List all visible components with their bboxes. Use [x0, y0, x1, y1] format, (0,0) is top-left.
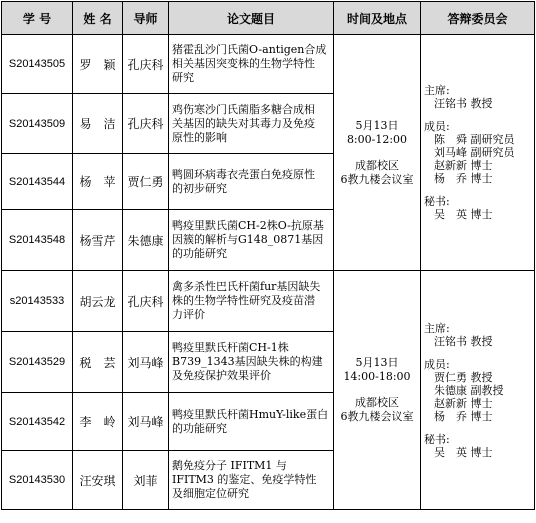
defense-date: 5月13日 [355, 356, 399, 369]
student-name: 胡云龙 [73, 271, 123, 332]
student-name: 杨雪芹 [73, 210, 123, 271]
header-committee: 答辩委员会 [421, 2, 535, 35]
student-id: S20143505 [2, 35, 73, 94]
thesis-topic [169, 210, 334, 271]
defense-time: 14:00-18:00 [343, 370, 411, 383]
header-time-place: 时间及地点 [334, 2, 421, 35]
committee-member: 贾仁勇 教授 [434, 370, 493, 384]
time-place-cell [334, 271, 421, 510]
defense-schedule-table [1, 1, 535, 510]
topic-line: 原性的影响 [172, 130, 227, 144]
topic-line: 鹅免疫分子 IFITM1 与 [172, 459, 287, 472]
chair-member: 汪铭书 教授 [434, 334, 493, 348]
thesis-topic [169, 94, 334, 154]
advisor-name: 刘菲 [123, 451, 169, 510]
members-label: 成员: [424, 357, 450, 371]
members-label: 成员: [424, 120, 450, 133]
topic-line: 猪霍乱沙门氏菌O-antigen合成 [172, 43, 327, 56]
defense-room: 6教九楼会议室 [340, 410, 414, 423]
topic-line: 及细胞定位研究 [172, 487, 249, 500]
committee-member: 赵新新 博士 [434, 159, 493, 172]
advisor-name: 贾仁勇 [123, 154, 169, 210]
topic-line: 力评价 [172, 308, 205, 321]
student-id: S20143548 [2, 210, 73, 271]
defense-room: 6教九楼会议室 [340, 172, 414, 186]
topic-line: 的功能研究 [172, 247, 227, 260]
topic-line: 相关基因突变株的生物学特性 [172, 57, 315, 70]
thesis-topic [169, 332, 334, 393]
student-id: S20143529 [2, 332, 73, 393]
committee-member: 赵新新 博士 [434, 396, 493, 410]
header-name: 姓 名 [73, 2, 123, 35]
advisor-name: 刘马峰 [123, 332, 169, 393]
table-row [2, 271, 535, 332]
topic-line: B739_1343基因缺失株的构建 [172, 355, 323, 368]
topic-line: 禽多杀性巴氏杆菌fur基因缺失 [172, 280, 321, 293]
student-id: S20143542 [2, 393, 73, 451]
topic-line: 研究 [172, 71, 194, 84]
time-place-cell [334, 35, 421, 271]
advisor-name: 朱德康 [123, 210, 169, 271]
topic-line: 鸭圆环病毒衣壳蛋白免疫原性 [172, 167, 315, 181]
topic-line: 鸭疫里默氏杆菌CH-1株 [172, 341, 289, 354]
header-topic: 论文题目 [169, 2, 334, 35]
thesis-topic [169, 271, 334, 332]
topic-line: IFITM3 的鉴定、免疫学特性 [172, 473, 317, 486]
table-row [2, 35, 535, 94]
topic-line: 及免疫保护效果评价 [172, 369, 271, 382]
committee-member: 杨 乔 博士 [434, 409, 493, 423]
student-name: 易 洁 [73, 94, 123, 154]
topic-line: 鸡伤寒沙门氏菌脂多糖合成相 [172, 102, 315, 116]
committee-member: 刘马峰 副研究员 [434, 146, 515, 159]
thesis-topic [169, 393, 334, 451]
committee-cell [421, 271, 535, 510]
topic-line: 的功能研究 [172, 421, 227, 435]
header-row [2, 2, 535, 35]
defense-campus: 成都校区 [355, 396, 399, 409]
advisor-name: 孔庆科 [123, 94, 169, 154]
topic-line: 因簇的解析与G148_0871基因 [172, 233, 324, 246]
thesis-topic [169, 451, 334, 510]
chair-label: 主席: [424, 84, 450, 97]
secretary-member: 吴 英 博士 [434, 208, 493, 221]
header-advisor: 导师 [123, 2, 169, 35]
committee-cell [421, 35, 535, 271]
student-id: S20143530 [2, 451, 73, 510]
committee-member: 杨 乔 博士 [434, 172, 493, 185]
chair-member: 汪铭书 教授 [434, 97, 493, 110]
secretary-label: 秘书: [424, 195, 450, 208]
student-id: S20143509 [2, 94, 73, 154]
student-name: 汪安琪 [73, 451, 123, 510]
topic-line: 鸭疫里默氏杆菌HmuY-like蛋白 [172, 407, 329, 421]
student-name: 李 岭 [73, 393, 123, 451]
student-id: s20143533 [2, 271, 73, 332]
defense-date: 5月13日 [355, 118, 399, 132]
secretary-member: 吴 英 博士 [434, 445, 493, 459]
topic-line: 关基因的缺失对其毒力及免疫 [172, 116, 315, 130]
defense-campus: 成都校区 [355, 158, 399, 172]
committee-member: 朱德康 副教授 [434, 383, 504, 397]
topic-line: 株的生物学特性研究及疫苗潜 [172, 294, 315, 307]
header-student-id: 学 号 [2, 2, 73, 35]
secretary-label: 秘书: [424, 432, 450, 446]
student-name: 税 芸 [73, 332, 123, 393]
student-name: 罗 颖 [73, 35, 123, 94]
advisor-name: 孔庆科 [123, 271, 169, 332]
topic-line: 的初步研究 [172, 181, 227, 195]
advisor-name: 孔庆科 [123, 35, 169, 94]
student-id: S20143544 [2, 154, 73, 210]
student-name: 杨 苹 [73, 154, 123, 210]
defense-time: 8:00-12:00 [346, 132, 408, 146]
committee-member: 陈 舜 副研究员 [434, 133, 515, 146]
advisor-name: 刘马峰 [123, 393, 169, 451]
topic-line: 鸭疫里默氏菌CH-2株O-抗原基 [172, 219, 324, 232]
thesis-topic [169, 35, 334, 94]
thesis-topic [169, 154, 334, 210]
chair-label: 主席: [424, 321, 450, 335]
